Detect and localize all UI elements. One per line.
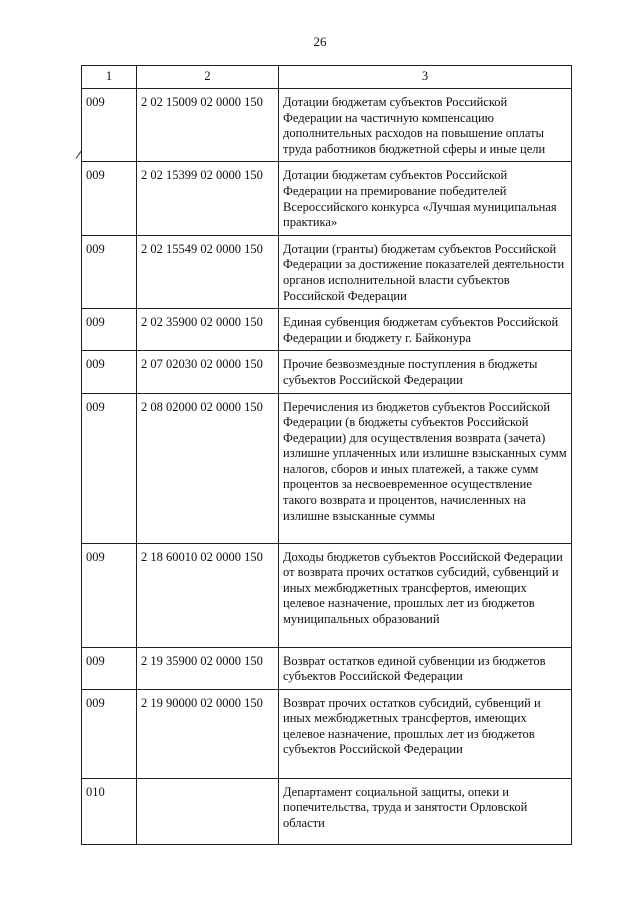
table-row (82, 778, 572, 844)
description-cell: Дотации (гранты) бюджетам субъектов Российской Федерации за достижение показателей деятельности органов исполнительной власти субъектов Российской Федерации (279, 235, 572, 308)
description-cell: Департамент социальной защиты, опеки и попечительства, труда и занятости Орловской области (279, 778, 572, 844)
description-cell: Перечисления из бюджетов субъектов Российской Федерации (в бюджеты субъектов Российской Федерации) для осуществления возврата (зачета) излишне уплаченных или излишне взысканных сумм налогов, сборов и иных платежей, а также сумм процентов за несвоевременное осуществление такого возврата и процентов, начисленных на излишне взысканные суммы (279, 393, 572, 543)
page-number: 26 (313, 34, 327, 49)
description-cell: Возврат прочих остатков субсидий, субвенций и иных межбюджетных трансфертов, имеющих целевое назначение, прошлых лет из бюджетов субъектов Российской Федерации (279, 689, 572, 778)
column-header-admin: 1 (82, 66, 137, 89)
description-cell: Единая субвенция бюджетам субъектов Российской Федерации и бюджету г. Байконура (279, 309, 572, 351)
admin-code-cell: 009 (82, 162, 137, 235)
description-cell: Возврат остатков единой субвенции из бюджетов субъектов Российской Федерации (279, 647, 572, 689)
revenue-code-table (81, 65, 572, 845)
kbk-code-cell (137, 778, 279, 844)
table-row (82, 235, 572, 308)
description-cell: Дотации бюджетам субъектов Российской Федерации на премирование победителей Всероссийского конкурса «Лучшая муниципальная практика» (279, 162, 572, 235)
kbk-code-cell: 2 18 60010 02 0000 150 (137, 543, 279, 647)
admin-code-cell: 009 (82, 309, 137, 351)
admin-code-cell: 009 (82, 647, 137, 689)
admin-code-cell: 009 (82, 543, 137, 647)
description-cell: Доходы бюджетов субъектов Российской Федерации от возврата прочих остатков субсидий, субвенций и иных межбюджетных трансфертов, имеющих целевое назначение, прошлых лет из бюджетов муниципальных образований (279, 543, 572, 647)
header-row (82, 66, 572, 89)
kbk-code-cell: 2 02 15549 02 0000 150 (137, 235, 279, 308)
admin-code-cell: 009 (82, 89, 137, 162)
table-row (82, 351, 572, 393)
kbk-code-cell: 2 02 15009 02 0000 150 (137, 89, 279, 162)
admin-code-cell: 009 (82, 235, 137, 308)
admin-code-cell: 009 (82, 689, 137, 778)
table-row (82, 689, 572, 778)
column-header-description: 3 (279, 66, 572, 89)
table-row (82, 309, 572, 351)
table-row (82, 647, 572, 689)
column-header-kbk: 2 (137, 66, 279, 89)
kbk-code-cell: 2 08 02000 02 0000 150 (137, 393, 279, 543)
table-row (82, 162, 572, 235)
admin-code-cell: 009 (82, 393, 137, 543)
kbk-code-cell: 2 19 35900 02 0000 150 (137, 647, 279, 689)
description-cell: Прочие безвозмездные поступления в бюджеты субъектов Российской Федерации (279, 351, 572, 393)
description-cell: Дотации бюджетам субъектов Российской Федерации на частичную компенсацию дополнительных расходов на повышение оплаты труда работников бюджетной сферы и иные цели (279, 89, 572, 162)
table-row (82, 393, 572, 543)
kbk-code-cell: 2 07 02030 02 0000 150 (137, 351, 279, 393)
kbk-code-cell: 2 02 15399 02 0000 150 (137, 162, 279, 235)
kbk-code-cell: 2 02 35900 02 0000 150 (137, 309, 279, 351)
table-row (82, 89, 572, 162)
admin-code-cell: 009 (82, 351, 137, 393)
table-row (82, 543, 572, 647)
kbk-code-cell: 2 19 90000 02 0000 150 (137, 689, 279, 778)
admin-code-cell: 010 (82, 778, 137, 844)
